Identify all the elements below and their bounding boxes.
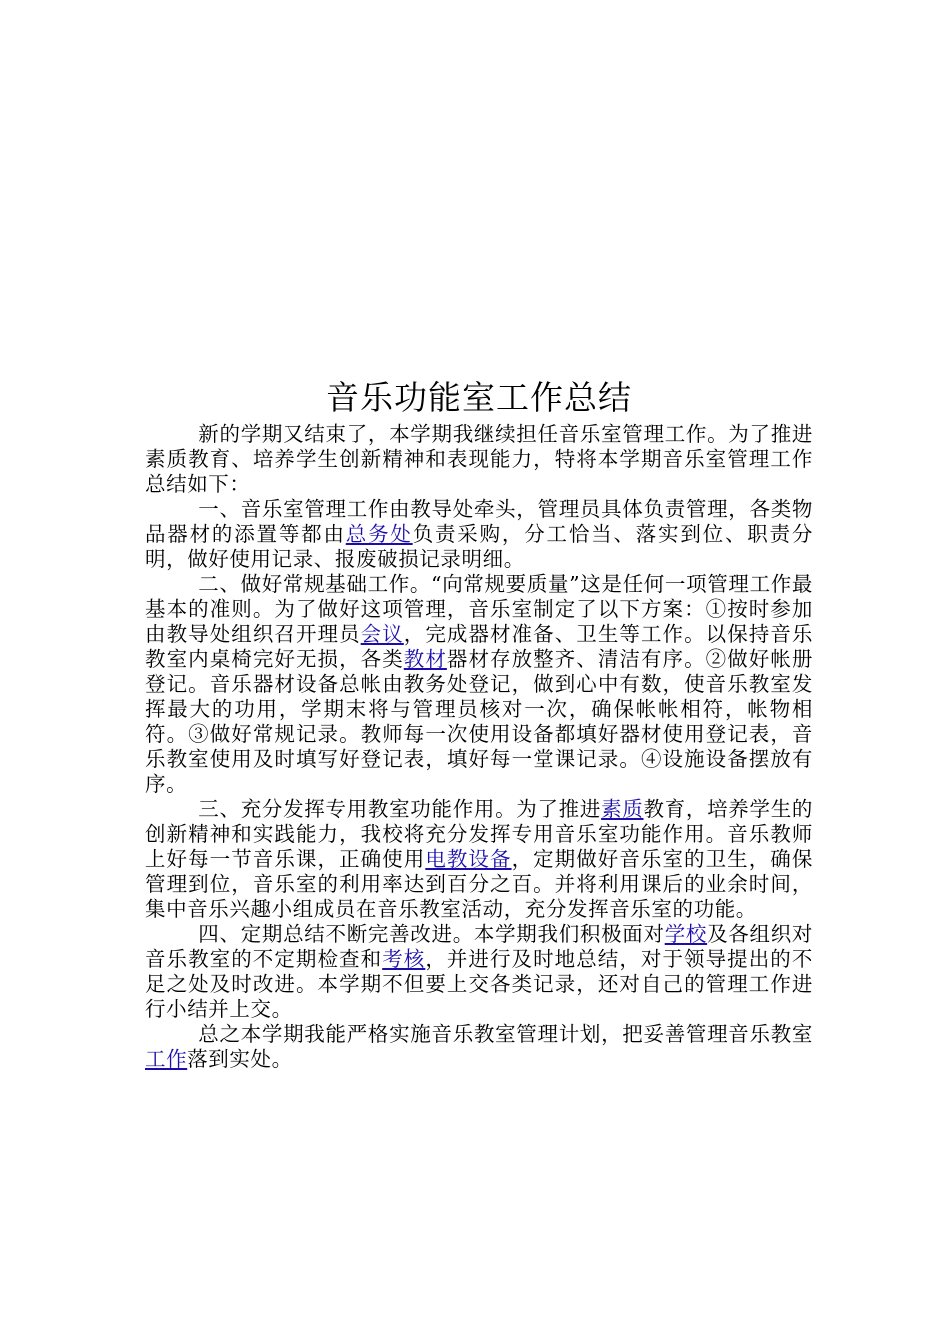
link-av-equipment[interactable]: 电教设备 (425, 847, 512, 871)
paragraph-text: 及各组织对音乐教室的不定期检查和 (145, 922, 814, 971)
paragraph-text: 总之本学期我能严格实施音乐教室管理计划，把妥善管理音乐教室 (198, 1022, 813, 1046)
paragraph-text: 四、定期总结不断完善改进。本学期我们积极面对 (198, 922, 665, 946)
paragraph-text: 一、音乐室管理工作由教导处牵头，管理员具体负责管理，各类物品器材的添置等都由 (145, 497, 813, 546)
link-general-affairs-office[interactable]: 总务处 (345, 522, 413, 546)
paragraph-text: 负责采购，分工恰当、落实到位、职责分明，做好使用记录、报废破损记录明细。 (145, 522, 813, 571)
paragraph-section-2 (145, 572, 813, 797)
paragraph-text: 落到实处。 (187, 1047, 293, 1071)
document-body (145, 376, 813, 1072)
paragraph-section-3 (145, 797, 813, 922)
paragraph-text: ，完成器材准备、卫生等工作。以保持音乐教室内桌椅完好无损，各类 (145, 622, 814, 671)
link-teaching-materials[interactable]: 教材 (403, 647, 447, 671)
paragraph-text: 二、做好常规基础工作。“向常规要质量”这是任何一项管理工作最基本的准则。为了做好这项管理，音乐室制定了以下方案：①按时参加由教导处组织召开理员 (145, 572, 813, 646)
document-title: 音乐功能室工作总结 (326, 378, 632, 417)
paragraph-text: 教育，培养学生的创新精神和实践能力，我校将充分发挥专用音乐室功能作用。音乐教师上好每一节音乐课，正确使用 (145, 797, 813, 871)
paragraph-conclusion (145, 1022, 813, 1072)
link-quality[interactable]: 素质 (601, 797, 644, 821)
link-school[interactable]: 学校 (664, 922, 708, 946)
paragraph-section-4 (145, 922, 813, 1022)
paragraph-intro (145, 422, 813, 497)
link-assessment[interactable]: 考核 (382, 947, 426, 971)
paragraph-text: ，并进行及时地总结，对于领导提出的不足之处及时改进。本学期不但要上交各类记录，还对自己的管理工作进行小结并上交。 (145, 947, 813, 1021)
link-work[interactable]: 工作 (145, 1047, 188, 1071)
paragraph-text: ，定期做好音乐室的卫生，确保管理到位，音乐室的利用率达到百分之百。并将利用课后的业余时间，集中音乐兴趣小组成员在音乐教室活动，充分发挥音乐室的功能。 (145, 847, 813, 921)
link-meeting[interactable]: 会议 (360, 622, 404, 646)
paragraph-text: 新的学期又结束了，本学期我继续担任音乐室管理工作。为了推进素质教育、培养学生创新精神和表现能力，特将本学期音乐室管理工作总结如下： (145, 422, 813, 496)
paragraph-text: 三、充分发挥专用教室功能作用。为了推进 (198, 797, 602, 821)
paragraph-section-1 (145, 497, 813, 572)
paragraph-text: 器材存放整齐、清洁有序。②做好帐册登记。音乐器材设备总帐由教务处登记，做到心中有数，使音乐教室发挥最大的功用，学期末将与管理员核对一次，确保帐帐相符，帐物相符。③做好常规记录。教师每一次使用设备都填好器材使用登记表，音乐教室使用及时填写好登记表，填好每一堂课记录。④设施设备摆放有序。 (145, 647, 814, 796)
